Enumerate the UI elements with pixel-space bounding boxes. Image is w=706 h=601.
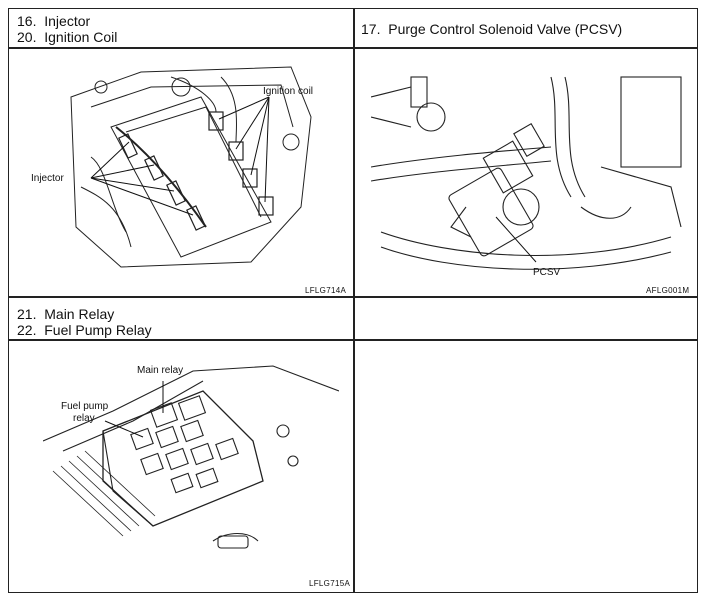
row-divider-2	[9, 296, 697, 298]
header-injector: 16. Injector	[17, 13, 91, 29]
component-table	[8, 8, 698, 593]
row-divider-3	[9, 339, 697, 341]
figure-code-lflg714a: LFLG714A	[305, 286, 347, 295]
fuel-pump-relay-label-line1: Fuel pump	[61, 401, 109, 412]
header-fuel-pump-relay: 22. Fuel Pump Relay	[17, 322, 152, 338]
ignition-coil-label: Ignition coil	[263, 86, 314, 97]
injector-label: Injector	[31, 173, 64, 184]
row-divider-1	[9, 47, 697, 49]
figure-code-aflg001m: AFLG001M	[646, 286, 690, 295]
fuel-pump-relay-label-line2: relay	[73, 413, 95, 424]
column-divider	[353, 9, 355, 592]
header-pcsv: 17. Purge Control Solenoid Valve (PCSV)	[361, 21, 623, 37]
header-ignition-coil: 20. Ignition Coil	[17, 29, 118, 45]
figure-code-lflg715a: LFLG715A	[309, 579, 351, 588]
figure-pcsv	[371, 57, 689, 279]
pcsv-label: PCSV	[533, 267, 561, 278]
main-relay-label: Main relay	[137, 365, 184, 376]
header-main-relay: 21. Main Relay	[17, 306, 115, 322]
figure-relays	[43, 351, 339, 566]
figure-injector-ignition-coil	[31, 57, 331, 277]
